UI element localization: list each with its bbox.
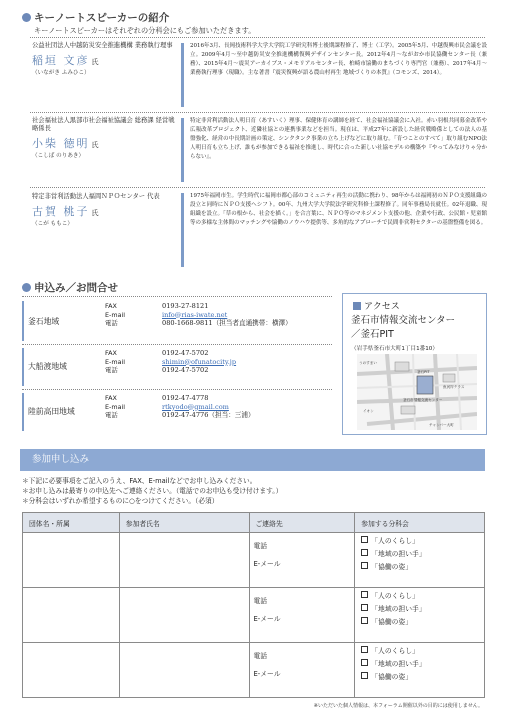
map-label: 釜石市情報交流センター xyxy=(403,398,443,402)
apply-header: 参加申し込み xyxy=(20,449,485,471)
session-option[interactable]: 「協働の姿」 xyxy=(355,616,484,629)
keynote-subtitle: キーノートスピーカーはそれぞれの分科会にもご参加いただきます。 xyxy=(34,26,256,35)
privacy-footnote: ※いただいた個人情報は、本フォーラム開催以外の目的には使用しません。 xyxy=(313,703,483,709)
speaker-kana: （こが ももこ） xyxy=(32,221,73,227)
session-option[interactable]: 「地域の担い手」 xyxy=(355,603,484,616)
square-bullet-icon xyxy=(353,302,361,310)
session-options xyxy=(355,643,485,698)
organization-field[interactable] xyxy=(23,533,120,588)
accent-bar xyxy=(22,348,24,386)
divider xyxy=(30,112,485,113)
divider xyxy=(30,187,485,188)
speaker-bio: 特定非営利活動法人明日育（あすいく）理事、保健体育の講師を経て、社会福祉協議会に入社。赤い羽根共同募金改革や広報改革プロジェクト、近隣社協との連携事業などを担当。現在は、平成27年に新設した経営戦略係としての法人の基盤強化、経営の中長期計画の策定、シンクタンク事業の立ち上げなどに取り組む。「育つことのすべて」取り組むNPO法人明日育も立ち上げ、誰もが参加できる福祉を推進し、時代に合った新しい社協モデルの構築や『やってみなけりゃ分からない』。 xyxy=(190,118,487,160)
speaker-1-info xyxy=(32,42,177,76)
accent-bar xyxy=(181,43,184,107)
divider xyxy=(30,37,485,38)
header-contact: ご連絡先 xyxy=(249,513,355,533)
access-box xyxy=(342,293,487,435)
phone-number: 0192-47-5702 xyxy=(162,366,209,374)
map-label: うのすまい xyxy=(359,361,377,365)
speaker-org: 特定非営利活動法人福岡ＮＰＯセンター 代表 xyxy=(32,193,160,200)
session-options xyxy=(355,533,485,588)
speaker-name: 古賀 桃子 氏 xyxy=(32,205,99,218)
access-map xyxy=(357,354,477,430)
speaker-org: 社会福祉法人黒部市社会福祉協議会 総務課 経営戦略係長 xyxy=(32,117,175,132)
contact-field[interactable]: 電話 E-メール xyxy=(249,533,355,588)
email-link[interactable]: rtkyodo@gmail.com xyxy=(162,402,229,411)
session-option[interactable]: 「人のくらし」 xyxy=(355,645,484,658)
contact-values xyxy=(162,349,236,375)
participant-name-field[interactable] xyxy=(119,643,249,698)
contact-labels: FAX E-mail 電話 xyxy=(105,349,126,374)
checkbox-icon xyxy=(361,617,368,624)
phone-number: 080-1668-9811（担当者直通携帯：横澤） xyxy=(162,319,292,327)
venue-address: （岩手県釜石市大町1丁目1番10） xyxy=(351,346,438,352)
venue-name: 釜石市情報交流センター ／釜石PIT xyxy=(351,315,456,340)
speaker-name: 稲垣 文彦 氏 xyxy=(32,54,99,67)
accent-bar xyxy=(22,301,24,341)
fax-number: 0192-47-5702 xyxy=(162,349,209,357)
checkbox-icon xyxy=(361,549,368,556)
header-participant: 参加者氏名 xyxy=(119,513,249,533)
table-row xyxy=(23,533,485,588)
checkbox-icon xyxy=(361,536,368,543)
speaker-bio: 1975年福岡市生。学生時代に福岡市都心部のコミュニティ再生の活動に携わり、98年からは福岡初のＮＰＯ支援組織の設立と同時にＮＰＯ支援へシフト。00年、九州大学大学院法学研究科修士課程修了。同年事務局長就任。02年退職、現組織を設立。「草の根から、社会を描く。」を合言葉に、ＮＰＯ等のマネジメント支援の他、企業や行政、公民館・児童館等の多様な主体間のマッチングや協働のノウハウ提供等、多角的なアプローチで民間非営利セクターの基盤整備を図る。 xyxy=(190,193,487,226)
checkbox-icon xyxy=(361,646,368,653)
contact-values xyxy=(162,394,255,420)
session-option[interactable]: 「地域の担い手」 xyxy=(355,658,484,671)
session-option[interactable]: 「人のくらし」 xyxy=(355,535,484,548)
contact-field[interactable]: 電話 E-メール xyxy=(249,643,355,698)
phone-number: 0192-47-4776（担当：三浦） xyxy=(162,411,255,419)
contact-labels: FAX E-mail 電話 xyxy=(105,394,126,419)
checkbox-icon xyxy=(361,672,368,679)
table-row xyxy=(23,588,485,643)
application-form xyxy=(22,512,485,698)
divider xyxy=(22,344,332,345)
accent-bar xyxy=(181,193,184,267)
email-link[interactable]: info@rias-iwate.net xyxy=(162,310,228,319)
checkbox-icon xyxy=(361,591,368,598)
map-label: チャンバー大町 xyxy=(429,423,454,427)
checkbox-icon xyxy=(361,659,368,666)
apply-notes: ＊下記に必要事項をご記入のうえ、FAX、E-mailなどでお申し込みください。 ＊お申し込みは最寄りの申込先へご連絡ください。（電話でのお申込も受け付けます。） ＊分科会はいずれか希望するものに○をつけてください。（必須） xyxy=(22,477,283,505)
speaker-kana: （いながき ふみひこ） xyxy=(32,70,90,76)
speaker-3-info xyxy=(32,193,177,227)
contact-field[interactable]: 電話 E-メール xyxy=(249,588,355,643)
region-name: 陸前高田地域 xyxy=(28,407,75,416)
speaker-bio: 2016年3月、長岡技術科学大学大学院工学研究科博士後期課程修了、博士（工学）。2005年5月、中越復興市民会議を設立。2009年4月〜至中越防災安全推進機構復興デザインセンター長。2012年4月〜ながおか市民協働センター長（兼務）、2015年4月〜震災アーカイブス・メモリアルセンター長、柏崎市協働のまちづくり専門官（兼務）、2017年4月〜業務執行理事（現職）。主な著書『震災復興が語る農山村再生 地域づくりの本質』（コモンズ、2014）。 xyxy=(190,43,487,76)
session-option[interactable]: 「人のくらし」 xyxy=(355,590,484,603)
circle-bullet-icon xyxy=(22,283,31,292)
map-label: 釜石PIT xyxy=(417,370,430,374)
checkbox-icon xyxy=(361,604,368,611)
accent-bar xyxy=(181,118,184,182)
keynote-section-title: キーノートスピーカーの紹介 xyxy=(22,10,169,25)
session-options xyxy=(355,588,485,643)
participant-name-field[interactable] xyxy=(119,533,249,588)
region-name: 大船渡地域 xyxy=(28,362,67,371)
accent-bar xyxy=(22,393,24,431)
header-organization: 団体名・所属 xyxy=(23,513,120,533)
participant-name-field[interactable] xyxy=(119,588,249,643)
region-name: 釜石地域 xyxy=(28,317,60,326)
map-label: イオン xyxy=(363,409,374,413)
session-option[interactable]: 「協働の姿」 xyxy=(355,561,484,574)
map-label: 魚河岸テラス xyxy=(443,385,465,389)
divider xyxy=(22,296,332,297)
table-row xyxy=(23,643,485,698)
speaker-kana: （こしば のりあき） xyxy=(32,153,85,159)
contact-section-title: 申込み／お問合せ xyxy=(22,280,118,295)
access-title: アクセス xyxy=(353,299,400,312)
session-option[interactable]: 「地域の担い手」 xyxy=(355,548,484,561)
header-session: 参加する分科会 xyxy=(355,513,485,533)
circle-bullet-icon xyxy=(22,13,31,22)
checkbox-icon xyxy=(361,562,368,569)
contact-values xyxy=(162,302,292,328)
divider xyxy=(22,389,332,390)
speaker-2-info xyxy=(32,117,177,159)
email-link[interactable]: shimin@ofunatocity.jp xyxy=(162,357,237,366)
session-option[interactable]: 「協働の姿」 xyxy=(355,671,484,684)
speaker-name: 小柴 徳明 氏 xyxy=(32,137,99,150)
organization-field[interactable] xyxy=(23,643,120,698)
speaker-org: 公益社団法人中越防災安全推進機構 業務執行理事 xyxy=(32,42,173,49)
fax-number: 0193-27-8121 xyxy=(162,302,209,310)
contact-labels: FAX E-mail 電話 xyxy=(105,302,126,327)
organization-field[interactable] xyxy=(23,588,120,643)
fax-number: 0192-47-4778 xyxy=(162,394,209,402)
